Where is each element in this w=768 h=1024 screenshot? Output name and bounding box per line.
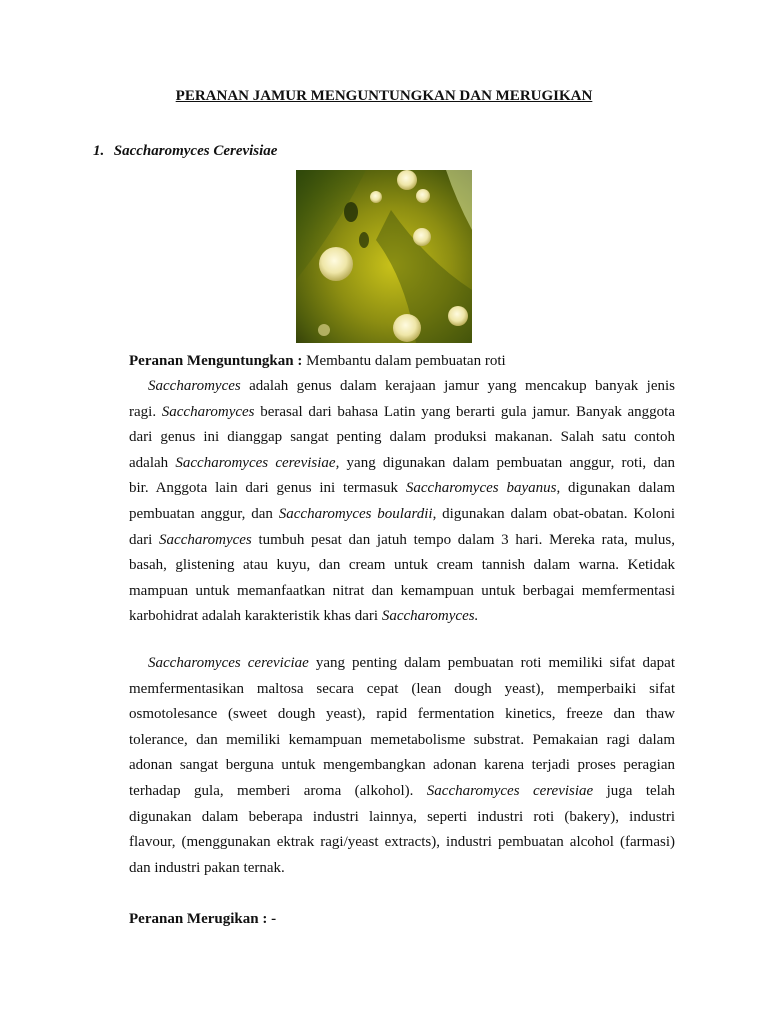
paragraph-line — [129, 579, 675, 605]
text-run: adonan sangat berguna untuk mengembangkan adonan karena terjadi proses peragian — [129, 757, 675, 774]
paragraph-line — [129, 805, 675, 831]
text-run: , digunakan dalam — [556, 480, 676, 497]
italic-term: Saccharomyces. — [381, 608, 479, 625]
text-run: ragi. — [129, 403, 162, 420]
role-positive-text: Membantu dalam pembuatan roti — [306, 353, 506, 369]
text-run: juga telah — [593, 782, 675, 799]
text-run: mampuan untuk memanfaatkan nitrat dan kemampuan untuk berbagai memfermentasi — [129, 582, 675, 599]
paragraph-line — [129, 779, 675, 805]
paragraph-2 — [129, 651, 675, 881]
text-run: osmotolesance (sweet dough yeast), rapid fermentation kinetics, freeze dan thaw — [129, 706, 675, 723]
role-positive-label: Peranan Menguntungkan : — [129, 353, 303, 369]
text-run: pembuatan anggur, dan — [129, 505, 279, 522]
text-run: memfermentasikan maltosa secara cepat (lean dough yeast), memperbaiki sifat — [129, 680, 675, 697]
text-run: basah, glistening atau kuyu, dan cream untuk cream tannish dalam warna. Ketidak — [129, 557, 675, 574]
italic-term: Saccharomyces bayanus — [405, 480, 557, 497]
paragraph-line — [129, 604, 675, 630]
paragraph-line — [129, 476, 675, 502]
paragraph-line — [129, 374, 675, 400]
paragraph-line — [129, 651, 675, 677]
paragraph-line — [129, 502, 675, 528]
section-name: Saccharomyces Cerevisiae — [113, 143, 278, 159]
text-run: tolerance, dan memiliki kemampuan memetabolisme substrat. Pemakaian ragi dalam — [129, 731, 675, 748]
section-number: 1. — [93, 143, 105, 159]
paragraph-line — [129, 400, 675, 426]
page-title: PERANAN JAMUR MENGUNTUNGKAN DAN MERUGIKAN — [175, 88, 593, 104]
paragraph-1 — [129, 374, 675, 630]
text-run: , digunakan dalam obat-obatan. Koloni — [432, 505, 676, 522]
italic-term: Saccharomyces — [161, 403, 255, 420]
paragraph-line — [129, 728, 675, 754]
text-run: digunakan dalam beberapa industri lainnya, seperti industri roti (bakery), industri — [129, 808, 675, 825]
text-run: terhadap gula, memberi aroma (alkohol). — [129, 782, 427, 799]
section-heading — [93, 143, 277, 160]
text-run: dan industri pakan ternak. — [129, 859, 285, 876]
paragraph-line — [129, 830, 675, 856]
italic-term: Saccharomyces — [148, 378, 241, 394]
yeast-colonies-photo — [296, 170, 472, 343]
paragraph-line — [129, 528, 675, 554]
text-run: dari — [129, 531, 160, 548]
italic-term: Saccharomyces boulardii — [278, 505, 433, 522]
text-run: berasal dari bahasa Latin yang berarti gula jamur. Banyak anggota — [254, 403, 675, 420]
role-positive — [129, 353, 506, 370]
italic-term: Saccharomyces — [159, 531, 252, 548]
paragraph-line — [129, 856, 675, 882]
italic-term: Saccharomyces cereviciae — [148, 655, 309, 671]
paragraph-line — [129, 677, 675, 703]
text-run: adalah genus dalam kerajaan jamur yang mencakup banyak jenis — [240, 378, 675, 394]
role-negative-label: Peranan Merugikan : — [129, 911, 268, 927]
paragraph-line — [129, 753, 675, 779]
text-run: karbohidrat adalah karakteristik khas dari — [129, 608, 382, 625]
text-run: tumbuh pesat dan jatuh tempo dalam 3 hari. Mereka rata, mulus, — [251, 531, 675, 548]
role-negative — [129, 911, 276, 928]
text-run: yang digunakan dalam pembuatan anggur, roti, dan — [339, 454, 676, 471]
paragraph-line — [129, 451, 675, 477]
italic-term: Saccharomyces cerevisiae, — [175, 454, 340, 471]
paragraph-line — [129, 425, 675, 451]
text-run: adalah — [129, 454, 176, 471]
text-run: dari genus ini dianggap sangat penting dalam produksi makanan. Salah satu contoh — [129, 429, 675, 446]
text-run: yang penting dalam pembuatan roti memiliki sifat dapat — [308, 655, 675, 671]
text-run: bir. Anggota lain dari genus ini termasuk — [129, 480, 406, 497]
paragraph-line — [129, 702, 675, 728]
role-negative-text: - — [271, 911, 277, 927]
paragraph-line — [129, 553, 675, 579]
italic-term: Saccharomyces cerevisiae — [426, 782, 594, 799]
text-run: flavour, (menggunakan ektrak ragi/yeast extracts), industri pembuatan alcohol (farmasi) — [129, 834, 675, 851]
